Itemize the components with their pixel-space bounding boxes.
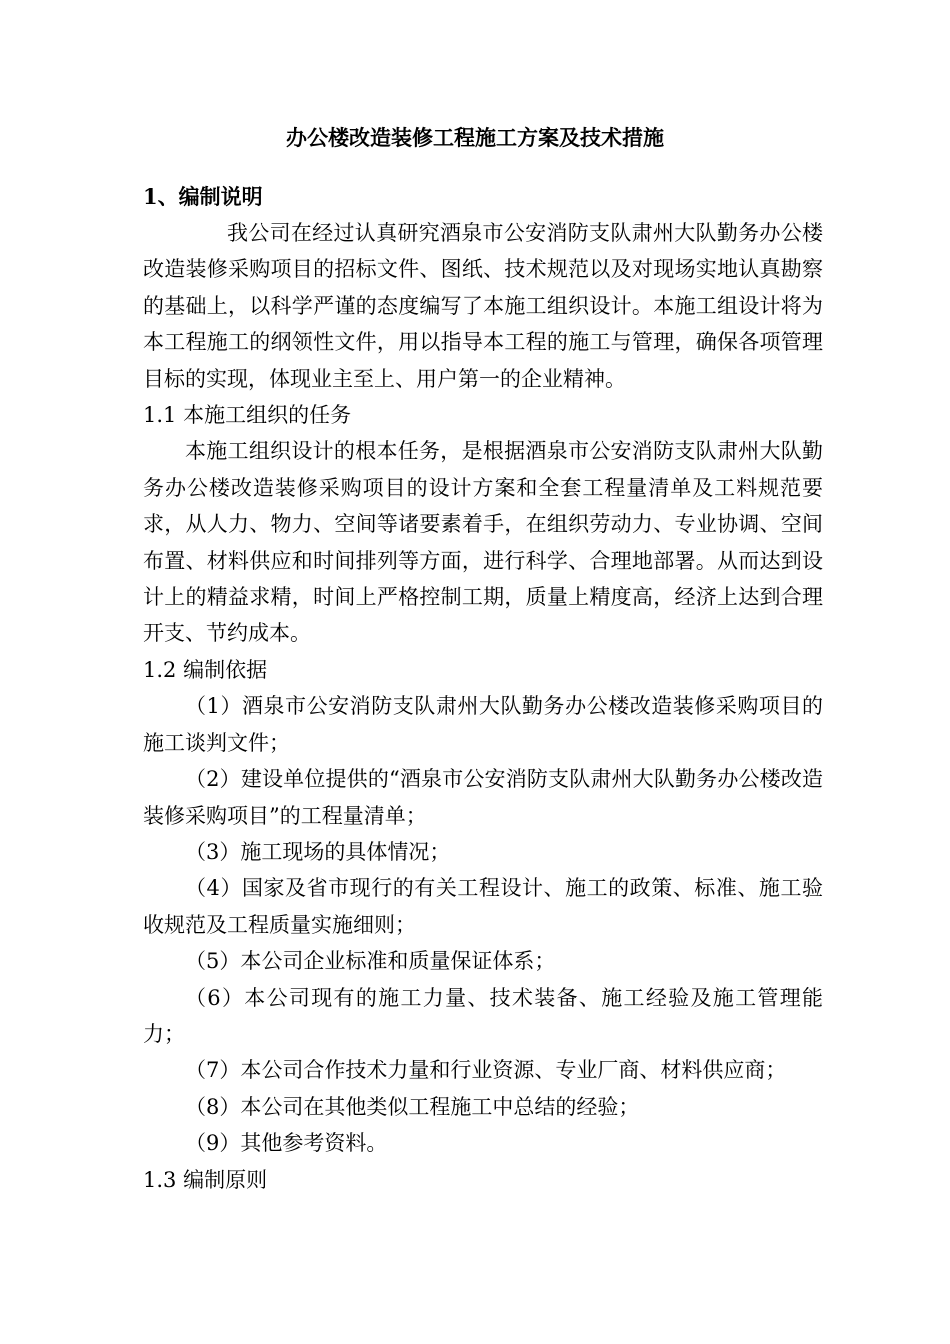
basis-item-3: （3）施工现场的具体情况； bbox=[185, 839, 451, 864]
document-body bbox=[143, 179, 823, 1198]
section-heading-1-2: 1.2 编制依据 bbox=[143, 657, 268, 682]
basis-item-1: （1）酒泉市公安消防支队肃州大队勤务办公楼改造装修采购项目的施工谈判文件； bbox=[143, 694, 823, 755]
document-title: 办公楼改造装修工程施工方案及技术措施 bbox=[286, 125, 664, 150]
basis-item-7: （7）本公司合作技术力量和行业资源、专业厂商、材料供应商； bbox=[185, 1058, 787, 1083]
basis-item-4: （4）国家及省市现行的有关工程设计、施工的政策、标准、施工验收规范及工程质量实施细则； bbox=[143, 876, 823, 937]
section-heading-1-1: 1.1 本施工组织的任务 bbox=[143, 403, 352, 428]
basis-item-9: （9）其他参考资料。 bbox=[185, 1131, 388, 1156]
basis-item-8: （8）本公司在其他类似工程施工中总结的经验； bbox=[185, 1094, 640, 1119]
section-heading-1: 1、编制说明 bbox=[143, 184, 263, 209]
basis-item-5: （5）本公司企业标准和质量保证体系； bbox=[185, 949, 556, 974]
basis-item-2: （2）建设单位提供的“酒泉市公安消防支队肃州大队勤务办公楼改造装修采购项目”的工程量清单； bbox=[143, 767, 823, 828]
section-1-intro-paragraph: 我公司在经过认真研究酒泉市公安消防支队肃州大队勤务办公楼改造装修采购项目的招标文件、图纸、技术规范以及对现场实地认真勘察的基础上，以科学严谨的态度编写了本施工组织设计。本施工组设计将为本工程施工的纲领性文件，用以指导本工程的施工与管理，确保各项管理目标的实现，体现业主至上、用户第一的企业精神。 bbox=[143, 221, 823, 391]
section-1-1-paragraph: 本施工组织设计的根本任务，是根据酒泉市公安消防支队肃州大队勤务办公楼改造装修采购项目的设计方案和全套工程量清单及工料规范要求，从人力、物力、空间等诸要素着手，在组织劳动力、专业协调、空间布置、材料供应和时间排列等方面，进行科学、合理地部署。从而达到设计上的精益求精，时间上严格控制工期，质量上精度高，经济上达到合理开支、节约成本。 bbox=[143, 439, 823, 646]
section-heading-1-3: 1.3 编制原则 bbox=[143, 1167, 268, 1192]
basis-item-6: （6）本公司现有的施工力量、技术装备、施工经验及施工管理能力； bbox=[143, 985, 823, 1046]
